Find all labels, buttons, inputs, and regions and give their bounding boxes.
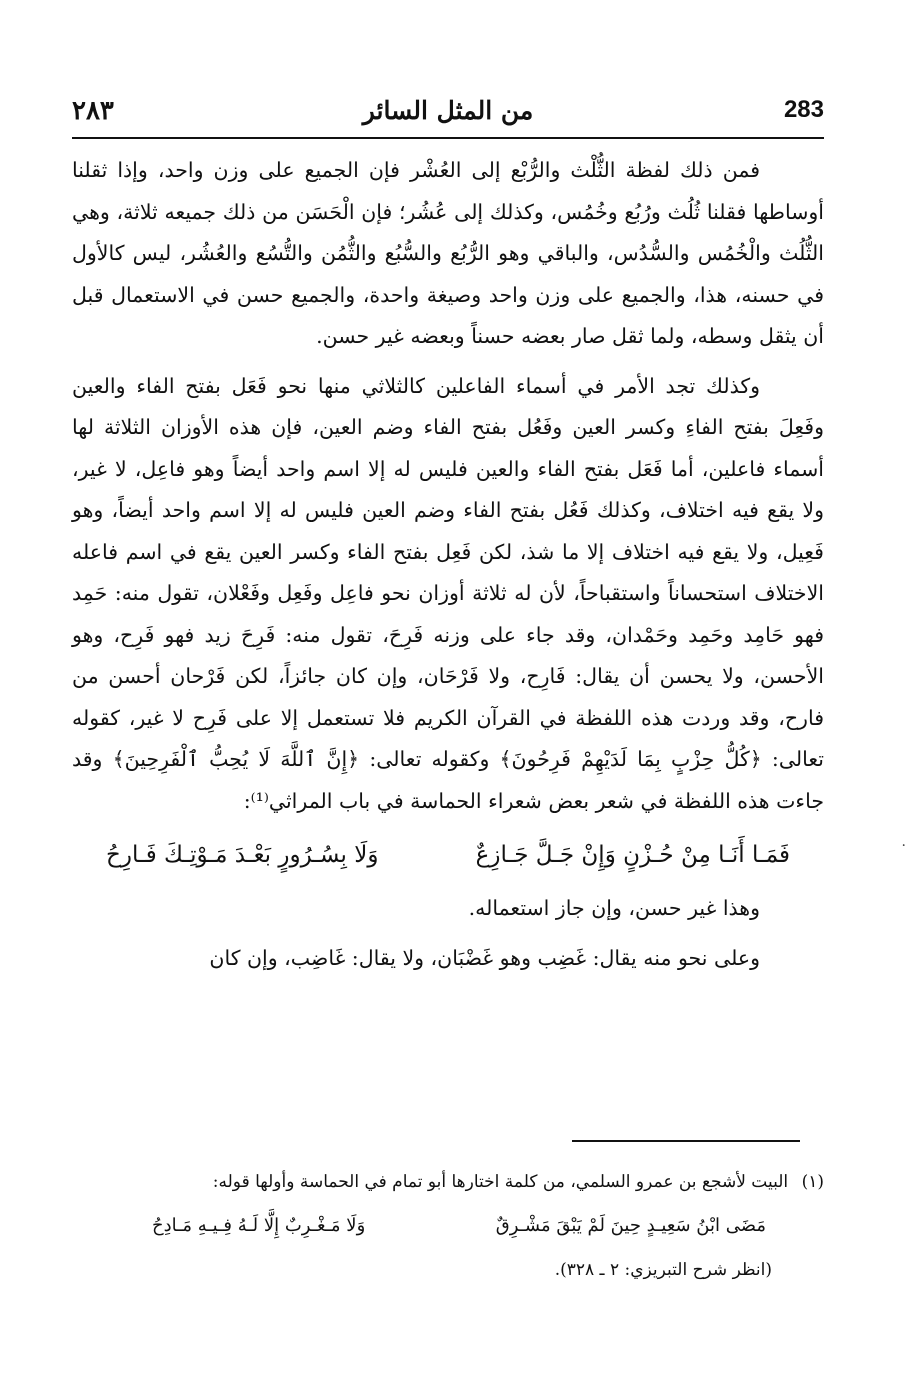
main-text <box>72 150 824 979</box>
header-rule <box>72 137 824 139</box>
footnote-1 <box>72 1160 824 1204</box>
poem-verse <box>72 822 824 888</box>
verse-first-hemistich: فَمَـا أَنَـا مِنْ حُـزْنٍ وَإِنْ جَـلَّ جَـازِعٌ <box>475 842 790 868</box>
after-verse-line: وهذا غير حسن، وإن جاز استعماله. <box>468 896 760 920</box>
footnotes <box>72 1160 824 1292</box>
running-title: من المثل السائر <box>362 96 534 125</box>
last-paragraph: وعلى نحو منه يقال: غَضِب وهو غَضْبَان، ولا يقال: غَاضِب، وإن كان <box>209 945 760 970</box>
page-number-arabic: ٢٨٣ <box>72 96 114 126</box>
paragraph-2: وكذلك تجد الأمر في أسماء الفاعلين كالثلاثي منها نحو فَعَل بفتح الفاء والعين وفَعِلَ بفتح الفاءِ وكسر العين وفَعُل بفتح الفاء وضم العين، فإن هذه الأوزان الثلاثة لها أسماء فاعلين، أما فَعَل بفتح الفاء والعين فليس له إلا اسم واحد أيضاً وهو فاعِل، لا غير، ولا يقع فيه اختلاف، وكذلك فَعُل بفتح الفاء وضم العين فليس له إلا اسم واحد أيضاً، وهو فَعِيل، ولا يقع فيه اختلاف إلا ما شذ، لكن فَعِل بفتح الفاء وكسر العين يقع في اسم فاعله الاختلاف استحساناً واستقباحاً، لأن له ثلاثة أوزان نحو فاعِل وفَعِل وفَعْلان، تقول منه: حَمِد فهو حَامِد وحَمِد وحَمْدان، وقد جاء على وزنه فَرِحَ، تقول منه: فَرِحَ زيد فهو فَرِح، وهو الأحسن، ولا يحسن أن يقال: فَارِح، ولا فَرْحَان، وإن كان جائزاً، لكن فَرْحان أحسن من فارح، وقد وردت هذه اللفظة في القرآن الكريم فلا تستعمل إلا على فَرِح لا غير، كقوله تعالى: ﴿كُلُّ حِزْبٍ بِمَا لَدَيْهِمْ فَرِحُونَ﴾ وكقوله تعالى: ﴿إِنَّ ٱللَّهَ لَا يُحِبُّ ٱلْفَرِحِينَ﴾ وقد جاءت هذه اللفظة في شعر بعض شعراء الحماسة في باب المراثي⁽¹⁾: <box>72 373 824 813</box>
footnote-number: (١) <box>801 1172 824 1192</box>
verse-second-hemistich: وَلَا بِسُـرُورٍ بَعْـدَ مَـوْتِـكَ فَـارِحُ <box>106 842 379 868</box>
footnote-verse-second: وَلَا مَـغْـرِبٌ إِلَّا لَـهُ فِـيـهِ مَـادِحُ <box>152 1215 366 1236</box>
page-number-latin: 283 <box>783 96 824 123</box>
paragraph-1: فمن ذلك لفظة الثُّلْث والرُّبْع إلى العُشْر فإن الجميع على وزن واحد، وإذا ثقلنا أوساطها فقلنا ثُلُث ورُبُع وخُمُس، وكذلك إلى عُشُر؛ فإن الْحَسَن من ذلك جميعه ثلاثة، وهي الثُّلُث والْخُمُس والسُّدُس، والباقي وهو الرُّبُع والسُّبُع والثُّمُن والتُّسُع والعُشُر، ليس كالأول في حسنه، هذا، والجميع على وزن واحد وصيغة واحدة، والجميع حسن في الاستعمال قبل أن يثقل وسطه، ولما ثقل صار بعضه حسناً وبعضه غير حسن. <box>72 158 824 348</box>
footnote-text: البيت لأشجع بن عمرو السلمي، من كلمة اختارها أبو تمام في الحماسة وأولها قوله: <box>212 1172 789 1192</box>
footnote-separator <box>572 1140 800 1142</box>
footnote-verse-first: مَضَى ابْنُ سَعِيـدٍ حِينَ لَمْ يَبْقَ مَشْـرِقٌ <box>495 1215 766 1236</box>
margin-mark: · <box>901 838 906 854</box>
footnote-reference: (انظر شرح التبريزي: ٢ ـ ٣٢٨). <box>554 1260 772 1280</box>
page-header <box>72 96 824 136</box>
footnote-verse <box>72 1204 824 1248</box>
